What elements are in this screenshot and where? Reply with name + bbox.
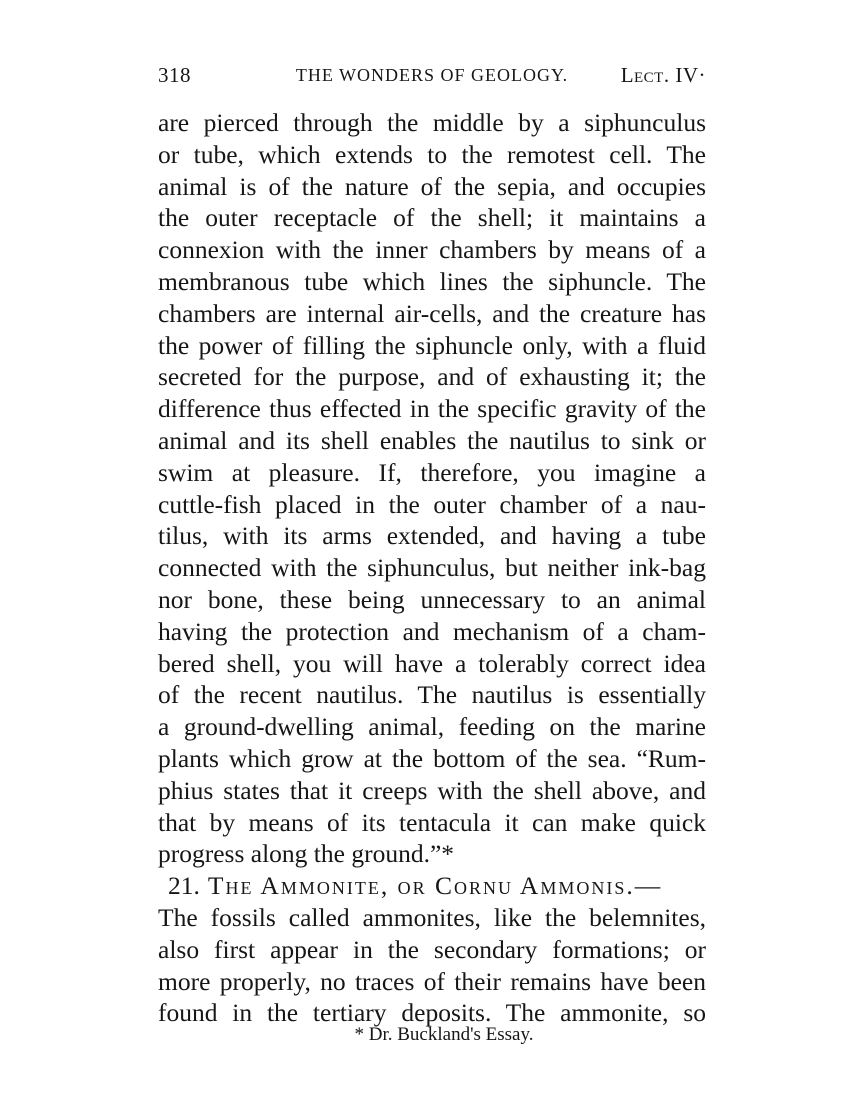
text-line: found in the tertiary deposits. The ammonite, so [158, 998, 706, 1028]
text-line: connexion with the inner chambers by means of a [158, 235, 706, 265]
text-line: cuttle-fish placed in the outer chamber of a nau- [158, 489, 706, 519]
page-number: 318 [158, 63, 191, 87]
lecture-reference: Lect. IV· [620, 63, 706, 87]
text-line: animal is of the nature of the sepia, and occupies [158, 171, 706, 201]
text-line: chambers are internal air-cells, and the creature has [158, 298, 706, 328]
section-heading: The Ammonite, or Cornu Ammonis.— [207, 871, 663, 901]
text-line: swim at pleasure. If, therefore, you imagine a [158, 457, 706, 487]
running-head [158, 60, 706, 90]
text-line: The fossils called ammonites, like the belemnites, [158, 902, 706, 932]
text-line: phius states that it creeps with the shell above, and [158, 775, 706, 805]
text-line: connected with the siphunculus, but neither ink-bag [158, 553, 706, 583]
text-line: secreted for the purpose, and of exhausting it; the [158, 362, 706, 392]
text-line: difference thus effected in the specific gravity of the [158, 394, 706, 424]
text-line: more properly, no traces of their remains have been [158, 966, 706, 996]
text-line: the outer receptacle of the shell; it maintains a [158, 203, 706, 233]
text-line: plants which grow at the bottom of the sea. “Rum- [158, 743, 706, 773]
running-head-title: THE WONDERS OF GEOLOGY. [295, 65, 569, 85]
footnote: * Dr. Buckland's Essay. [354, 1024, 534, 1045]
text-line: also first appear in the secondary formations; or [158, 934, 706, 964]
text-line: nor bone, these being unnecessary to an animal [158, 584, 706, 614]
text-line: membranous tube which lines the siphuncle. The [158, 266, 706, 296]
text-line: the power of filling the siphuncle only, with a fluid [158, 330, 706, 360]
text-line: progress along the ground.”* [158, 839, 455, 869]
text-line: of the recent nautilus. The nautilus is essentially [158, 680, 706, 710]
section-heading-line [158, 870, 706, 902]
text-line: a ground-dwelling animal, feeding on the marine [158, 712, 706, 742]
text-line: animal and its shell enables the nautilus to sink or [158, 425, 706, 455]
text-line: that by means of its tentacula it can make quick [158, 807, 706, 837]
text-line: or tube, which extends to the remotest cell. The [158, 139, 706, 169]
section-number: 21. [168, 871, 200, 901]
text-line: having the protection and mechanism of a cham- [158, 616, 706, 646]
text-line: are pierced through the middle by a siphunculus [158, 108, 706, 137]
text-line: tilus, with its arms extended, and having a tube [158, 521, 706, 551]
body-text [158, 107, 706, 1029]
text-line: bered shell, you will have a tolerably correct idea [158, 648, 706, 678]
